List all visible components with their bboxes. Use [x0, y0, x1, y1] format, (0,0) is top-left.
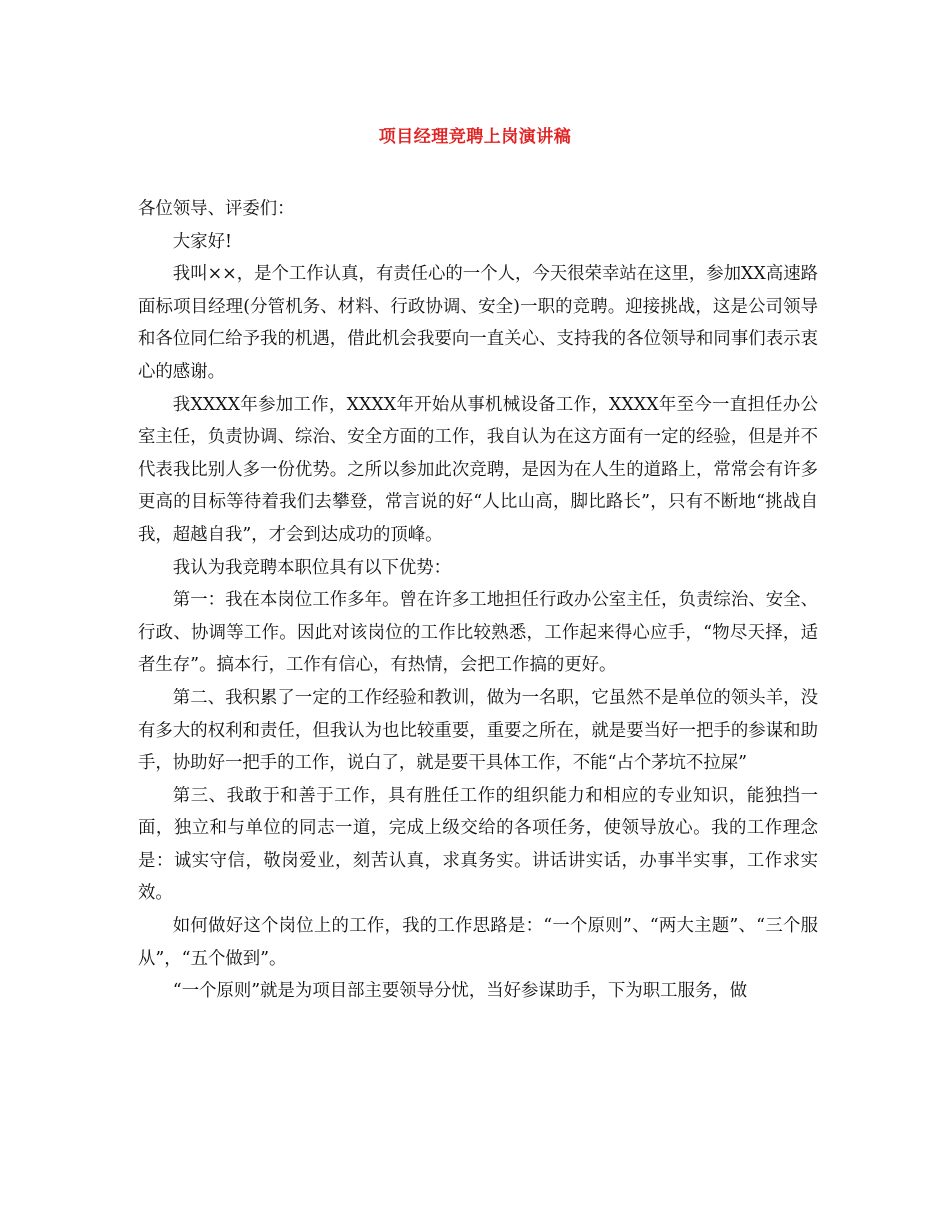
paragraph-introduction: 我叫××，是个工作认真，有责任心的一个人，今天很荣幸站在这里，参加XX高速路面标项目经理(分管机务、材料、行政协调、安全)一职的竞聘。迎接挑战，这是公司领导和各位同仁给予我的机遇，借此机会我要向一直关心、支持我的各位领导和同事们表示衷心的感谢。 [138, 264, 818, 382]
paragraph-one-principle: “一个原则”就是为项目部主要领导分忧，当好参谋助手，下为职工服务，做 [172, 981, 748, 1002]
paragraph-work-approach: 如何做好这个岗位上的工作，我的工作思路是：“一个原则”、“两大主题”、“三个服从”，“五个做到”。 [138, 916, 818, 969]
paragraph-advantage-third: 第三、我敢于和善于工作，具有胜任工作的组织能力和相应的专业知识，能独挡一面，独立和与单位的同志一道，完成上级交给的各项任务，使领导放心。我的工作理念是：诚实守信，敬岗爱业，刻苦认真，求真务实。讲话讲实话，办事半实事，工作求实效。 [138, 785, 818, 904]
paragraph-advantage-second: 第二、我积累了一定的工作经验和教训，做为一名职，它虽然不是单位的领头羊，没有多大的权利和责任，但我认为也比较重要，重要之所在，就是要当好一把手的参谋和助手，协助好一把手的工作，说白了，就是要干具体工作，不能“占个茅坑不拉屎” [138, 687, 818, 774]
paragraph-advantage-first: 第一：我在本岗位工作多年。曾在许多工地担任行政办公室主任，负责综治、安全、行政、协调等工作。因此对该岗位的工作比较熟悉，工作起来得心应手，“物尽天择，适者生存”。搞本行，工作有信心，有热情，会把工作搞的更好。 [138, 590, 818, 676]
document-body [138, 193, 818, 1008]
document-title: 项目经理竞聘上岗演讲稿 [378, 127, 572, 147]
paragraph-greeting: 大家好! [172, 231, 232, 252]
salutation: 各位领导、评委们： [138, 199, 295, 219]
paragraph-advantages-intro: 我认为我竞聘本职位具有以下优势： [172, 557, 452, 578]
paragraph-work-history: 我XXXX年参加工作，XXXX年开始从事机械设备工作，XXXX年至今一直担任办公室主任，负责协调、综治、安全方面的工作，我自认为在这方面有一定的经验，但是并不代表我比别人多一份优势。之所以参加此次竞聘，是因为在人生的道路上，常常会有许多更高的目标等待着我们去攀登，常言说的好“人比山高，脚比路长”，只有不断地“挑战自我，超越自我”，才会到达成功的顶峰。 [138, 394, 818, 545]
